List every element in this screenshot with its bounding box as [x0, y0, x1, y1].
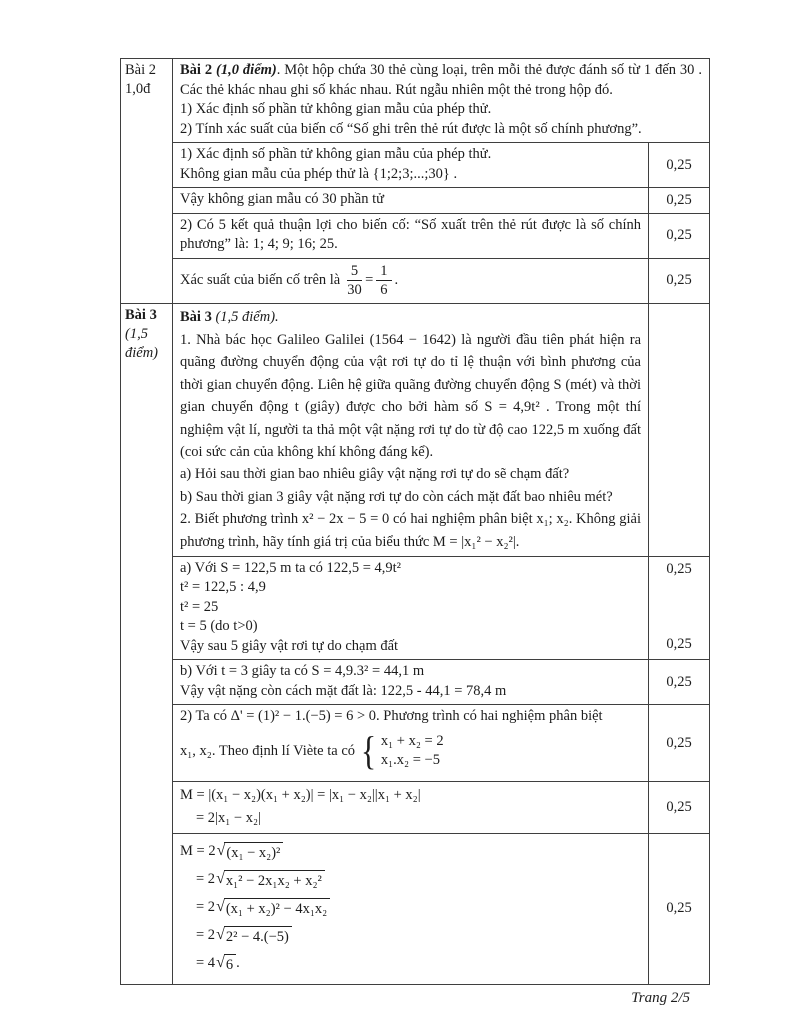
radical-sign-icon: √: [216, 841, 226, 859]
sqrt-line-3: [180, 897, 641, 918]
bai3-answer-row-m1: [173, 781, 709, 833]
system-of-equations: [359, 728, 444, 774]
bai2-label-points: 1,0đ: [125, 81, 151, 97]
bai3-label-points-line2: điểm): [125, 344, 159, 361]
bai2-answer-row-4: [173, 258, 709, 303]
square-root-expression: [216, 870, 325, 890]
bai3-answer-a-line1: a) Với S = 122,5 m ta có 122,5 = 4,9t²: [180, 559, 402, 576]
bai2-answer-3-line1: 2) Có 5 kết quả thuận lợi cho biến cố: “Số xuất trên thẻ rút được là số chính phương” là: 1; 4; 9; 16; 25.: [180, 216, 641, 252]
answer-key-table: [120, 58, 710, 985]
sqrt-line-2: [180, 869, 641, 890]
bai2-statement-paragraph: [180, 61, 702, 100]
bai3-content-column: [173, 304, 709, 984]
radical-sign-icon: √: [216, 953, 225, 971]
square-root-expression: [217, 842, 284, 862]
bai3-answer-a-points-top: 0,25: [666, 560, 692, 577]
bai3-statement-paragraph1: 1. Nhà bác học Galileo Galilei (1564 − 1642) là người đầu tiên phát hiện ra quãng đường chuyển động của vật rơi tự do tỉ lệ thuận với bình phương của thời gian chuyển động. Liên hệ giữa quãng đường chuyển động S (mét) và thời gian chuyển động t (giây) được cho bởi hàm số S = 4,9t² . Trong một thí nghiệm vật lí, người ta thả một vật nặng rơi tự do từ độ cao 122,5 m xuống đất (coi sức cản của không khí không đáng kể).: [180, 331, 641, 460]
bai2-answer-row-1: [173, 142, 709, 187]
bai3-answer-row-a: [173, 556, 709, 660]
bai3-answer-a-points-bottom: 0,25: [666, 636, 692, 653]
fraction-5-over-30: [347, 263, 362, 298]
period: .: [236, 954, 240, 971]
bai2-answer-2-text: [173, 188, 648, 213]
bai3-answer-2-text: [173, 705, 648, 781]
bai2-statement-intro: . Một hộp chứa 30 thẻ cùng loại, trên mỗi thẻ được đánh số từ 1 đến 30 . Các thẻ khác nhau ghi số khác nhau. Rút ngẫu nhiên một thẻ trong hộp đó.: [180, 62, 702, 98]
bai2-answer-1-line1: 1) Xác định số phần tử không gian mẫu của phép thử.: [180, 146, 492, 162]
bai3-answer-2-points: 0,25: [648, 705, 709, 781]
square-root-expression: [216, 898, 330, 918]
bai3-answer-row-2: [173, 704, 709, 781]
bai2-answer-3-text: [173, 214, 648, 258]
radicand: 2² − 4.(−5): [224, 926, 292, 946]
bai3-statement-points-cell: [648, 304, 709, 556]
bai3-answer-b-line1: b) Với t = 3 giây ta có S = 4,9.3² = 44,1 m: [180, 663, 425, 680]
bai3-row-label: [121, 304, 173, 984]
equals-sign: =: [365, 271, 374, 288]
bai2-content-column: [173, 59, 709, 303]
system-equation-1: x₁ + x₂ = 2: [380, 732, 444, 749]
fraction-denominator: 30: [347, 281, 362, 298]
bai3-statement-points-note: (1,5 điểm).: [211, 308, 279, 325]
bai2-statement-title: Bài 2: [180, 62, 213, 78]
bai2-row-label: [121, 59, 173, 303]
bai3-section: [121, 303, 709, 984]
bai3-statement-paragraph2: 2. Biết phương trình x² − 2x − 5 = 0 có hai nghiệm phân biệt x₁; x₂. Không giải phương trình, hãy tính giá trị của biểu thức M = |x₁² − x₂²|.: [180, 511, 641, 550]
fraction-1-over-6: [376, 263, 391, 298]
radical-sign-icon: √: [216, 897, 225, 915]
page-number-footer: Trang 2/5: [631, 989, 690, 1006]
fraction-numerator: 1: [376, 263, 391, 281]
bai3-answer-a-line3: t² = 25: [180, 598, 219, 615]
bai3-answer-2-line2: [180, 728, 641, 774]
bai2-answer-3-points: 0,25: [648, 214, 709, 258]
bai2-answer-1-points: 0,25: [648, 143, 709, 187]
period: .: [394, 271, 399, 288]
sqrt-line-5-prefix: = 4: [196, 954, 216, 971]
bai3-answer-b-text: [173, 660, 648, 704]
bai2-answer-2-line1: Vậy không gian mẫu có 30 phần tử: [180, 191, 384, 207]
bai2-statement-item2: 2) Tính xác suất của biến cố “Số ghi trên thẻ rút được là một số chính phương”.: [180, 120, 642, 137]
radical-sign-icon: √: [216, 869, 225, 887]
bai3-answer-row-m2: [173, 833, 709, 984]
sqrt-line-4-prefix: = 2: [196, 926, 216, 943]
sqrt-line-3-prefix: = 2: [196, 898, 216, 915]
bai2-answer-4-points: 0,25: [648, 259, 709, 303]
radicand: x₁² − 2x₁x₂ + x₂²: [224, 870, 325, 890]
bai3-statement-title: Bài 3: [180, 308, 212, 325]
sqrt-line-5: [180, 953, 641, 974]
bai2-answer-4-text: [173, 259, 648, 303]
system-equation-2: x₁.x₂ = −5: [380, 752, 440, 769]
bai3-answer-m1-text: [173, 782, 648, 833]
bai2-answer-4-prefix: Xác suất của biến cố trên là: [180, 271, 344, 288]
bai2-answer-row-3: [173, 213, 709, 258]
bai2-answer-1-text: [173, 143, 648, 187]
bai3-viete-prefix: x₁, x₂. Theo định lí Viète ta có: [180, 742, 359, 759]
bai3-answer-a-line4: t = 5 (do t>0): [180, 618, 258, 635]
bai3-answer-m1-line1: M = |(x₁ − x₂)(x₁ + x₂)| = |x₁ − x₂||x₁ + x₂|: [180, 786, 421, 803]
bai2-label-title: Bài 2: [125, 62, 157, 78]
bai3-answer-a-text: [173, 557, 648, 660]
bai2-statement-cell: [173, 59, 709, 142]
bai3-answer-a-points-cell: [648, 557, 709, 660]
fraction-denominator: 6: [380, 281, 388, 298]
radicand: (x₁ − x₂)²: [224, 842, 283, 862]
system-equations-stack: [381, 732, 444, 771]
bai3-answer-a-line2: t² = 122,5 : 4,9: [180, 579, 266, 596]
bai3-answer-a-line5: Vậy sau 5 giây vật rơi tự do chạm đất: [180, 637, 399, 654]
bai2-statement-item1: 1) Xác định số phần tử không gian mẫu của phép thử.: [180, 101, 492, 117]
bai3-answer-m2-points: 0,25: [648, 834, 709, 984]
bai3-answer-m1-line2: = 2|x₁ − x₂|: [196, 809, 261, 826]
square-root-expression: [216, 926, 292, 946]
sqrt-line-1-prefix: M = 2: [180, 842, 216, 859]
radicand: 6: [224, 954, 236, 974]
bai3-label-title: Bài 3: [125, 306, 157, 323]
sqrt-line-4: [180, 925, 641, 946]
left-brace-glyph: {: [360, 728, 376, 774]
radicand: (x₁ + x₂)² − 4x₁x₂: [224, 898, 330, 918]
bai3-question-a: a) Hỏi sau thời gian bao nhiêu giây vật nặng rơi tự do sẽ chạm đất?: [180, 466, 570, 483]
bai2-answer-2-points: 0,25: [648, 188, 709, 213]
bai2-section: [121, 59, 709, 303]
fraction-numerator: 5: [347, 263, 362, 281]
bai3-statement-cell: [173, 304, 648, 556]
bai2-answer-row-2: [173, 187, 709, 213]
bai3-answer-2-line1: 2) Ta có Δ' = (1)² − 1.(−5) = 6 > 0. Phương trình có hai nghiệm phân biệt: [180, 708, 603, 725]
bai3-answer-m2-text: [173, 834, 648, 984]
bai3-question-b: b) Sau thời gian 3 giây vật nặng rơi tự do còn cách mặt đất bao nhiêu mét?: [180, 488, 613, 505]
bai3-answer-m1-points: 0,25: [648, 782, 709, 833]
bai3-label-points-line1: (1,5: [125, 325, 148, 342]
sqrt-line-2-prefix: = 2: [196, 870, 216, 887]
sqrt-line-1: [180, 841, 641, 862]
bai2-statement-row: [173, 59, 709, 142]
radical-sign-icon: √: [216, 925, 225, 943]
bai2-answer-1-line2: Không gian mẫu của phép thử là {1;2;3;...;30} .: [180, 165, 458, 182]
bai3-answer-row-b: [173, 659, 709, 704]
bai3-answer-b-line2: Vậy vật nặng còn cách mặt đất là: 122,5 - 44,1 = 78,4 m: [180, 682, 507, 699]
square-root-expression: [216, 954, 236, 974]
bai3-statement-row: [173, 304, 709, 556]
bai3-statement-heading: [180, 306, 641, 328]
bai3-answer-b-points: 0,25: [648, 660, 709, 704]
bai2-statement-points-note: (1,0 điểm): [212, 62, 277, 78]
